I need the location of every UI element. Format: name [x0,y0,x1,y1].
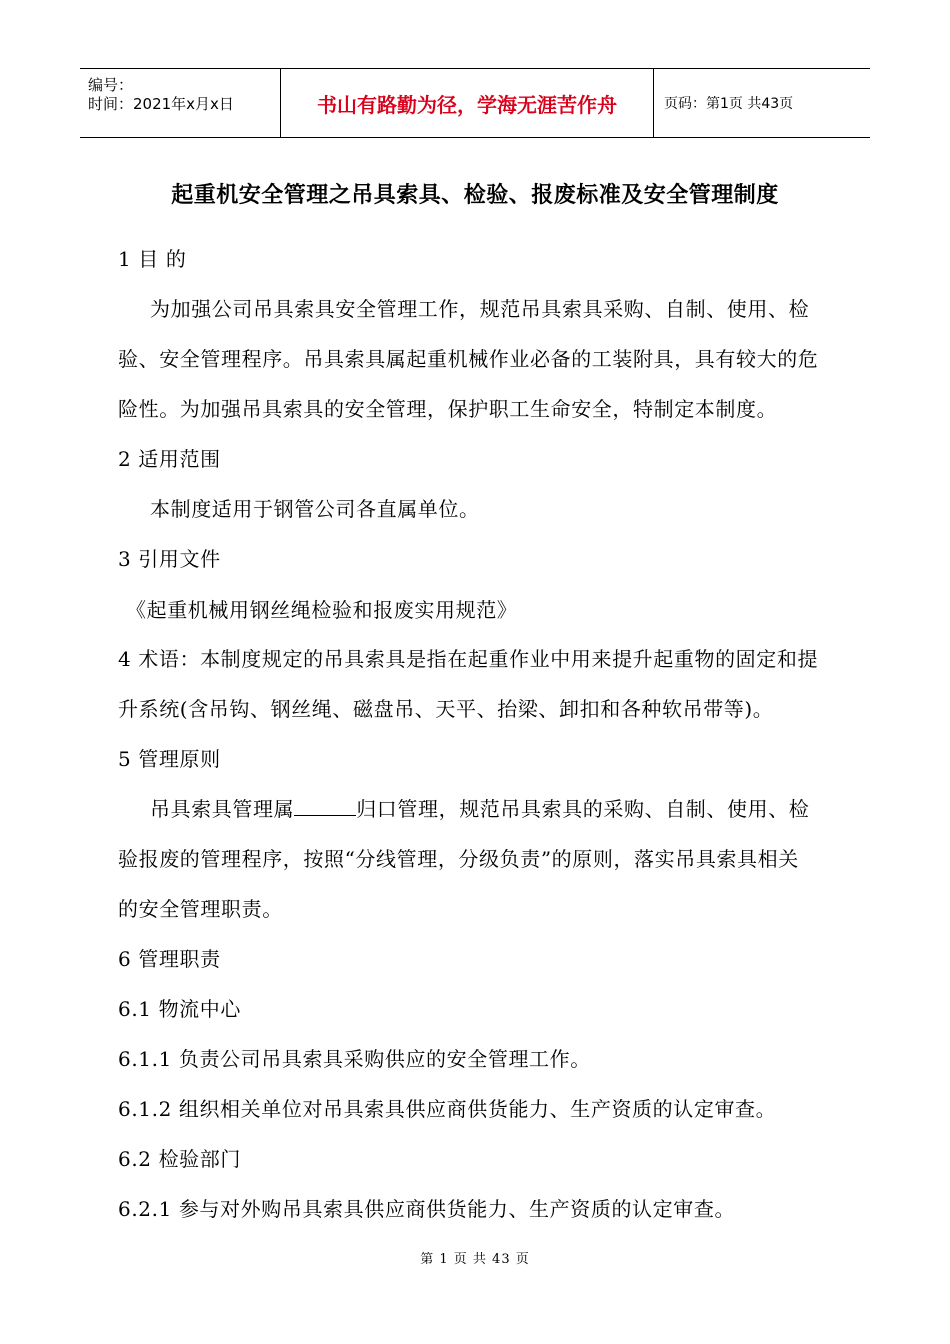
principle-text-before: 吊具索具管理属 [150,797,295,821]
section-heading-principles: 5 管理原则 [118,747,221,771]
number-label: 编号： [88,76,134,94]
header-meta [80,69,281,137]
section-heading-responsibilities: 6 管理职责 [118,947,221,971]
subsection-heading: 6.2 检验部门 [118,1147,241,1171]
subsection-heading: 6.1 物流中心 [118,997,241,1021]
list-item: 6.1.2 组织相关单位对吊具索具供应商供货能力、生产资质的认定审查。 [118,1097,777,1121]
document-title: 起重机安全管理之吊具索具、检验、报废标准及安全管理制度 [171,183,779,208]
reference-item: 《起重机械用钢丝绳检验和报废实用规范》 [126,598,518,622]
paragraph-line-principle [150,793,809,822]
document-header [80,68,870,138]
page-footer: 第 1 页 共 43 页 [420,1252,530,1267]
paragraph-line: 本制度适用于钢管公司各直属单位。 [150,497,480,521]
paragraph-line: 为加强公司吊具索具安全管理工作，规范吊具索具采购、自制、使用、检 [150,297,810,321]
paragraph-line: 升系统(含吊钩、钢丝绳、磁盘吊、天平、抬梁、卸扣和各种软吊带等)。 [118,697,774,721]
list-item: 6.1.1 负责公司吊具索具采购供应的安全管理工作。 [118,1047,591,1071]
fill-in-blank [294,797,356,816]
paragraph-line: 险性。为加强吊具索具的安全管理，保护职工生命安全，特制定本制度。 [118,397,778,421]
header-motto: 书山有路勤为径，学海无涯苦作舟 [281,69,654,137]
section-heading-purpose: 1 目 的 [118,247,187,271]
section-heading-scope: 2 适用范围 [118,447,221,471]
section-heading-references: 3 引用文件 [118,547,221,571]
paragraph-line: 的安全管理职责。 [118,897,283,921]
list-item: 6.2.1 参与对外购吊具索具供应商供货能力、生产资质的认定审查。 [118,1197,736,1221]
principle-text-after: 归口管理，规范吊具索具的采购、自制、使用、检 [356,797,810,821]
time-label: 时间：2021年x月x日 [88,95,234,113]
paragraph-line: 验报废的管理程序，按照“分线管理，分级负责”的原则，落实吊具索具相关 [118,847,799,871]
paragraph-line: 4 术语：本制度规定的吊具索具是指在起重作业中用来提升起重物的固定和提 [118,647,819,671]
paragraph-line: 验、安全管理程序。吊具索具属起重机械作业必备的工装附具，具有较大的危 [118,347,819,371]
header-page-info: 页码：第1页 共43页 [664,96,794,112]
